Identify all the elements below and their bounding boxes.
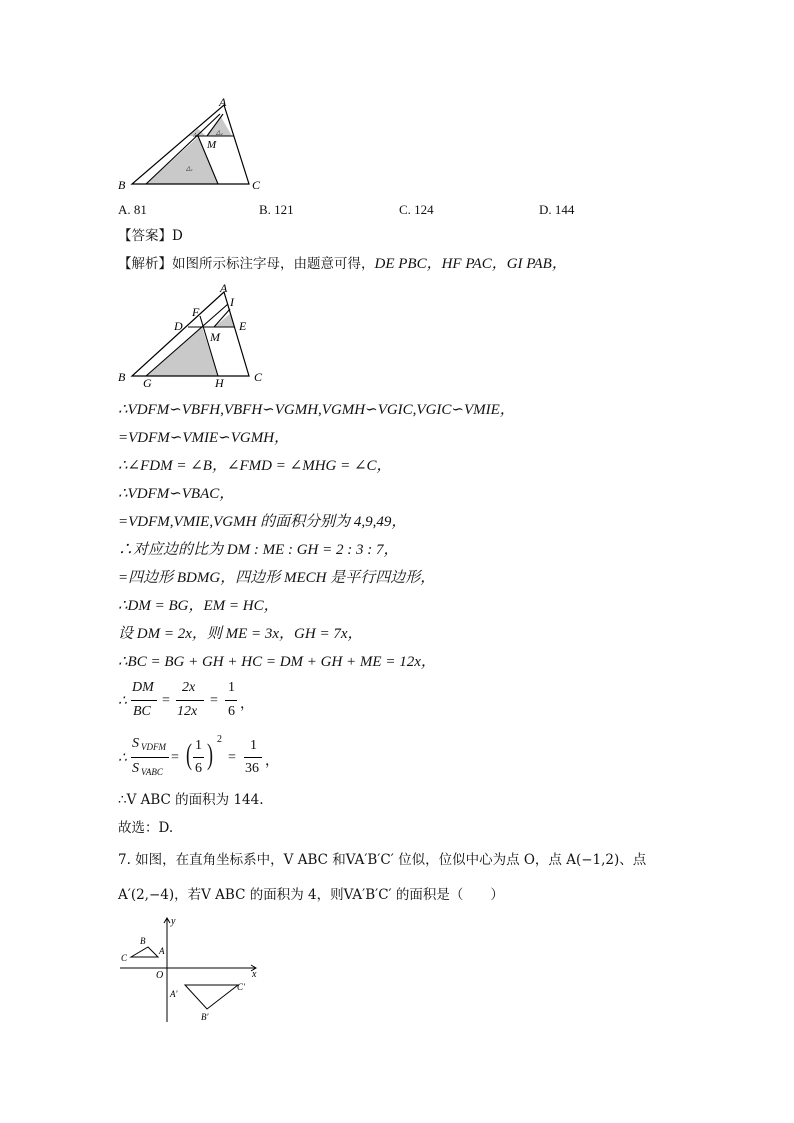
triangle-abc xyxy=(131,947,158,957)
label-G: G xyxy=(143,376,152,390)
label-B2: B xyxy=(118,370,126,384)
point-B-prime: B′ xyxy=(201,1012,209,1022)
axis-y: y xyxy=(171,916,176,927)
point-B: B xyxy=(140,936,146,946)
option-a[interactable]: A. 81 xyxy=(118,202,147,217)
step-10: ∴BC = BG + GH + HC = DM + GH + ME = 12x， xyxy=(118,654,436,670)
result: ∴V ABC 的面积为 144. xyxy=(118,792,264,808)
analysis-intro-text: 【解析】如图所示标注字母，由题意可得， xyxy=(118,256,375,272)
step-1: ∴VDFM∽VBFH,VBFH∽VGMH,VGMH∽VGIC,VGIC∽VMIE， xyxy=(118,402,515,418)
option-c[interactable]: C. 124 xyxy=(399,202,434,217)
option-b[interactable]: B. 121 xyxy=(259,202,294,217)
step-9: 设 DM = 2x，则 ME = 3x，GH = 7x， xyxy=(118,626,363,642)
point-C-prime: C′ xyxy=(237,982,245,992)
step-2: =VDFM∽VMIE∽VGMH， xyxy=(118,430,290,446)
label-B: B xyxy=(118,178,126,192)
shaded-triangle-gmh xyxy=(146,327,218,376)
figure-2-triangle xyxy=(118,281,278,390)
step-6: ∴对应边的比为 DM : ME : GH = 2 : 3 : 7， xyxy=(118,542,399,558)
point-C: C xyxy=(121,953,128,963)
choice: 故选：D. xyxy=(118,820,174,836)
fraction-ratio: ∴ DM BC = 2x 12x = 1 6 ， xyxy=(118,680,254,719)
label-M2: M xyxy=(210,330,220,344)
figure-3-coordinate-plane xyxy=(118,914,268,1026)
analysis-intro xyxy=(118,255,567,273)
label-C2: C xyxy=(254,370,263,384)
option-d[interactable]: D. 144 xyxy=(539,202,575,217)
fraction-area-ratio: ∴ S VDFM S VABC = ( 1 6 ) 2 = 1 36 ， xyxy=(118,734,279,777)
label-A2: A xyxy=(220,281,228,295)
label-D: D xyxy=(174,319,183,333)
label-E: E xyxy=(239,319,247,333)
label-A: A xyxy=(219,95,227,109)
label-M: M xyxy=(207,139,217,151)
answer: 【答案】D xyxy=(118,228,183,244)
point-A: A xyxy=(159,946,165,956)
label-s1: △₁ xyxy=(186,166,193,172)
figure-1-triangle xyxy=(118,92,278,192)
question-7-line-2: A′(2,−4)，若V ABC 的面积为 4，则VA′B′C′ 的面积是（ ） xyxy=(118,887,504,903)
step-7: =四边形 BDMG，四边形 MECH 是平行四边形， xyxy=(118,570,436,586)
point-A-prime: A′ xyxy=(170,989,178,999)
step-8: ∴DM = BG，EM = HC， xyxy=(118,598,279,614)
analysis-parallels: DE PBC，HF PAC，GI PAB， xyxy=(374,256,567,272)
label-s2: △₂ xyxy=(216,130,223,136)
step-3: ∴∠FDM = ∠B，∠FMD = ∠MHG = ∠C， xyxy=(118,458,392,474)
label-H: H xyxy=(215,376,224,390)
label-I: I xyxy=(230,295,234,309)
triangle-a2b2c2 xyxy=(185,985,238,1009)
step-5: =VDFM,VMIE,VGMH 的面积分别为 4,9,49， xyxy=(118,514,407,530)
label-C: C xyxy=(252,178,261,192)
axis-x: x xyxy=(252,969,257,980)
label-s3: △₃ xyxy=(193,133,199,138)
question-7-line-1: 7. 如图，在直角坐标系中，V ABC 和VA′B′C′ 位似，位似中心为点 O，点 A(−1,2)、点 xyxy=(118,852,647,868)
step-4: ∴VDFM∽VBAC， xyxy=(118,486,235,502)
origin-O: O xyxy=(156,970,164,981)
label-F: F xyxy=(192,305,200,319)
